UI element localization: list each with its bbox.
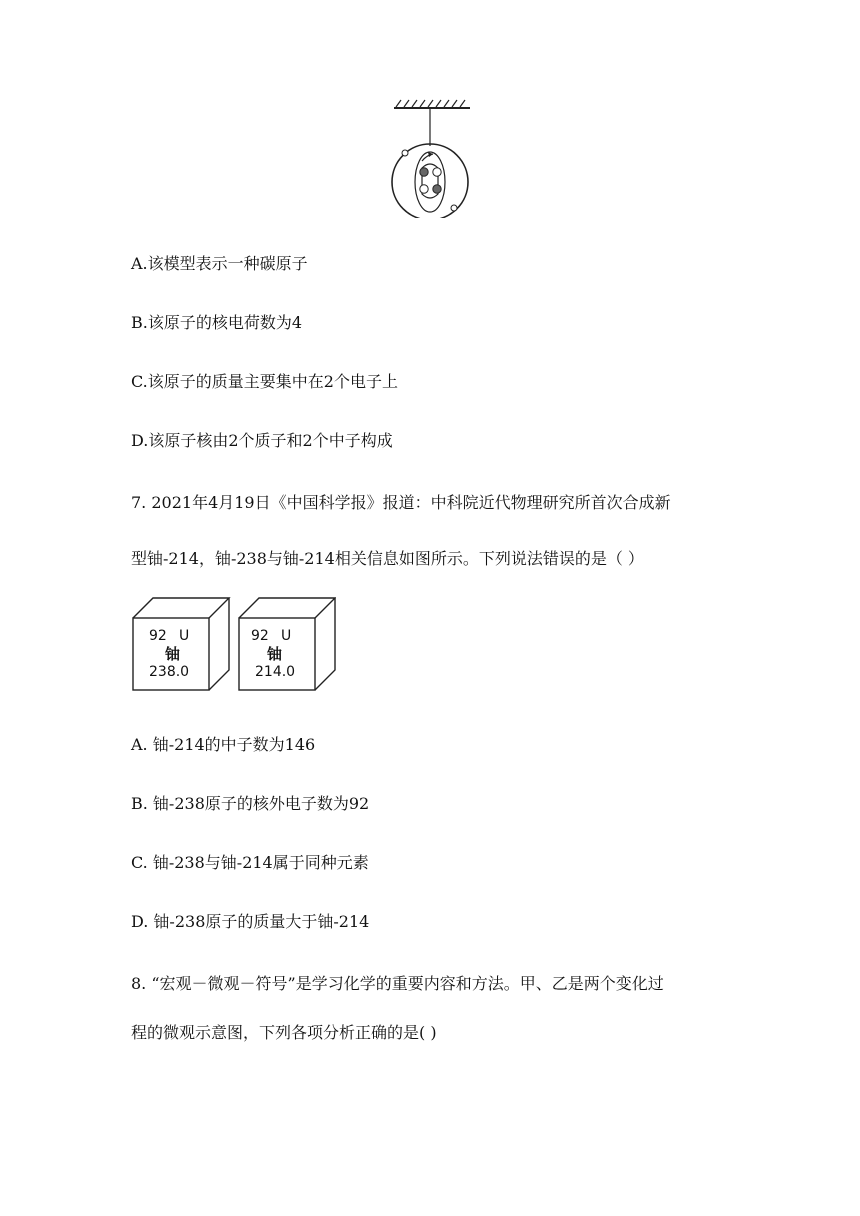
q7-option-b: B. 铀-238原子的核外电子数为92 xyxy=(131,794,370,813)
q7-stem-line1: 7. 2021年4月19日《中国科学报》报道：中科院近代物理研究所首次合成新 xyxy=(131,493,671,512)
q8-stem-line1: 8. “宏观－微观－符号”是学习化学的重要内容和方法。甲、乙是两个变化过 xyxy=(131,974,664,993)
cell1-name: 铀 xyxy=(165,645,181,663)
cell2-atomic-number: 92 xyxy=(251,628,269,644)
q7-option-a: A. 铀-214的中子数为146 xyxy=(131,735,316,754)
cell2-mass: 214.0 xyxy=(255,664,296,680)
q6-option-c: C.该原子的质量主要集中在2个电子上 xyxy=(131,372,398,391)
cell1-symbol: U xyxy=(179,628,190,644)
cell1-mass: 238.0 xyxy=(149,664,190,680)
atom-model-figure xyxy=(388,98,480,218)
q6-option-b: B.该原子的核电荷数为4 xyxy=(131,313,303,332)
q6-option-a: A.该模型表示一种碳原子 xyxy=(131,254,308,273)
cell2-symbol: U xyxy=(281,628,292,644)
q7-option-c: C. 铀-238与铀-214属于同种元素 xyxy=(131,853,369,872)
q7-option-d: D. 铀-238原子的质量大于铀-214 xyxy=(131,912,370,931)
q7-stem-line2: 型铀-214，铀-238与铀-214相关信息如图所示。下列说法错误的是（ ） xyxy=(131,549,644,568)
uranium-element-cells xyxy=(131,596,336,696)
q8-stem-line2: 程的微观示意图，下列各项分析正确的是( ) xyxy=(131,1023,437,1042)
q6-option-d: D.该原子核由2个质子和2个中子构成 xyxy=(131,431,393,450)
cell2-name: 铀 xyxy=(267,645,283,663)
cell1-atomic-number: 92 xyxy=(149,628,167,644)
